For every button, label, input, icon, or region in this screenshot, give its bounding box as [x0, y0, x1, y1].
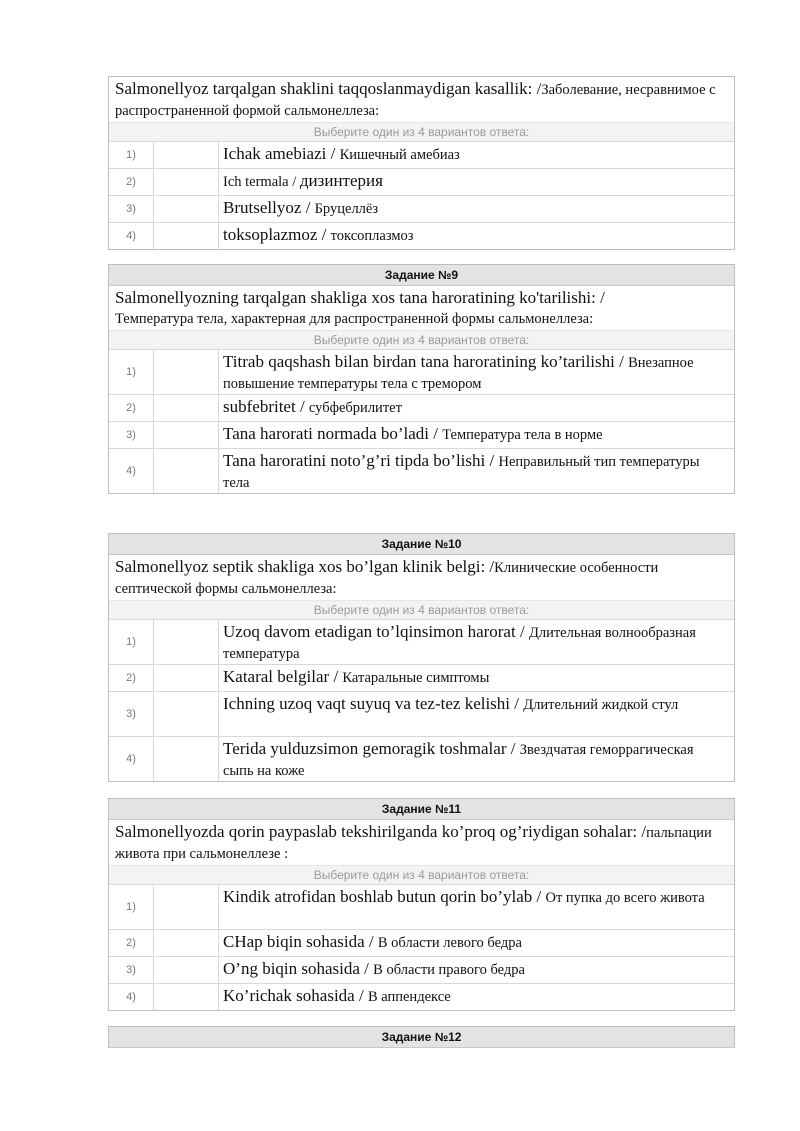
option-number: 2)	[126, 402, 136, 414]
option-text-uz: Ko’richak sohasida /	[223, 986, 368, 1005]
question-text	[109, 820, 734, 865]
option-text	[219, 223, 734, 249]
option-text	[219, 885, 734, 929]
answer-checkbox[interactable]	[153, 422, 219, 448]
answer-option[interactable]	[109, 983, 734, 1010]
task-title: Задание №11	[109, 799, 734, 820]
option-text-uz: Ichak amebiazi /	[223, 144, 340, 163]
answer-option[interactable]	[109, 664, 734, 691]
option-text-ru: В области левого бедра	[377, 935, 522, 951]
question-uz: Salmonellyozda qorin paypaslab tekshirilganda ko’proq og’riydigan sohalar: /	[115, 822, 647, 841]
answer-hint: Выберите один из 4 вариантов ответа:	[109, 330, 734, 349]
option-text	[219, 169, 734, 195]
option-text-uz: Ich termala /	[223, 174, 300, 190]
option-text-uz: Ichning uzoq vaqt suyuq va tez-tez kelishi /	[223, 694, 524, 713]
answer-option[interactable]	[109, 736, 734, 781]
answer-option[interactable]	[109, 195, 734, 222]
option-text-uz: Kindik atrofidan boshlab butun qorin bo’ylab /	[223, 887, 546, 906]
option-text-uz: toksoplazmoz /	[223, 225, 331, 244]
option-number: 2)	[126, 176, 136, 188]
option-text-ru: Бруцеллёз	[314, 201, 379, 217]
option-text-uz: Titrab qaqshash bilan birdan tana haroratining ko’tarilishi /	[223, 352, 629, 371]
option-text-ru: Кишечный амебиаз	[339, 147, 460, 163]
option-text-ru: От пупка до всего живота	[545, 890, 705, 906]
option-number: 3)	[126, 203, 136, 215]
question-ru: пальпации живота при сальмонеллезе :	[115, 825, 712, 862]
answer-option[interactable]	[109, 884, 734, 929]
question-uz: Salmonellyozning tarqalgan shakliga xos tana haroratining ko'tarilishi: /	[115, 288, 605, 307]
answer-hint: Выберите один из 4 вариантов ответа:	[109, 122, 734, 141]
answer-option[interactable]	[109, 222, 734, 249]
answer-checkbox[interactable]	[153, 350, 219, 394]
answer-checkbox[interactable]	[153, 984, 219, 1010]
task-11	[108, 798, 735, 1011]
question-ru: Температура тела, характерная для распространенной формы сальмонеллеза:	[115, 311, 594, 327]
question-ru: Клинические особенности септической формы сальмонеллеза:	[115, 560, 659, 597]
task-10	[108, 533, 735, 782]
option-number: 1)	[126, 149, 136, 161]
option-text-ru: дизинтерия	[299, 171, 383, 190]
option-number: 4)	[126, 230, 136, 242]
answer-checkbox[interactable]	[153, 449, 219, 493]
question-text	[109, 286, 734, 330]
option-text	[219, 957, 734, 983]
answer-checkbox[interactable]	[153, 665, 219, 691]
answer-option[interactable]	[109, 619, 734, 664]
answer-option[interactable]	[109, 421, 734, 448]
question-text	[109, 555, 734, 600]
option-text-uz: O’ng biqin sohasida /	[223, 959, 374, 978]
option-text-ru: субфебрилитет	[308, 400, 402, 416]
question-uz: Salmonellyoz tarqalgan shaklini taqqoslanmaydigan kasallik: /	[115, 79, 542, 98]
option-text-ru: Неправильный тип температуры тела	[223, 454, 700, 491]
option-text-uz: Terida yulduzsimon gemoragik toshmalar /	[223, 739, 520, 758]
task-8	[108, 76, 735, 250]
task-title: Задание №9	[109, 265, 734, 286]
option-text	[219, 692, 734, 736]
option-number: 3)	[126, 708, 136, 720]
option-text	[219, 620, 734, 664]
option-text-uz: Tana haroratini noto’g’ri tipda bo’lishi /	[223, 451, 499, 470]
option-text-ru: Внезапное повышение температуры тела с тремором	[223, 355, 694, 392]
option-number: 4)	[126, 753, 136, 765]
answer-checkbox[interactable]	[153, 223, 219, 249]
answer-option[interactable]	[109, 349, 734, 394]
option-number: 4)	[126, 991, 136, 1003]
option-text	[219, 930, 734, 956]
question-text	[109, 77, 734, 122]
question-ru: Заболевание, несравнимое с распространенной формой сальмонеллеза:	[115, 82, 716, 119]
option-text-uz: Kataral belgilar /	[223, 667, 343, 686]
answer-checkbox[interactable]	[153, 169, 219, 195]
option-text	[219, 422, 734, 448]
option-number: 2)	[126, 672, 136, 684]
option-text-ru: В области правого бедра	[373, 962, 525, 978]
option-text-uz: Tana harorati normada bo’ladi /	[223, 424, 443, 443]
option-number: 2)	[126, 937, 136, 949]
option-text	[219, 350, 734, 394]
task-9	[108, 264, 735, 494]
option-text-uz: subfebritet /	[223, 397, 309, 416]
option-text	[219, 196, 734, 222]
answer-hint: Выберите один из 4 вариантов ответа:	[109, 600, 734, 619]
option-text-ru: Длительная волнообразная температура	[223, 625, 696, 662]
option-number: 4)	[126, 465, 136, 477]
option-number: 3)	[126, 964, 136, 976]
option-number: 3)	[126, 429, 136, 441]
option-number: 1)	[126, 366, 136, 378]
answer-option[interactable]	[109, 691, 734, 736]
option-text-ru: токсоплазмоз	[330, 228, 414, 244]
option-text	[219, 449, 734, 493]
answer-checkbox[interactable]	[153, 885, 219, 929]
task-12	[108, 1026, 735, 1048]
option-text-uz: CHap biqin sohasida /	[223, 932, 378, 951]
option-text-ru: Длительний жидкой стул	[523, 697, 679, 713]
answer-checkbox[interactable]	[153, 196, 219, 222]
option-text	[219, 737, 734, 781]
answer-option[interactable]	[109, 141, 734, 168]
option-text-uz: Brutsellyoz /	[223, 198, 315, 217]
option-text-ru: Температура тела в норме	[442, 427, 603, 443]
answer-option[interactable]	[109, 929, 734, 956]
question-uz: Salmonellyoz septik shakliga xos bo’lgan klinik belgi: /	[115, 557, 495, 576]
task-title: Задание №10	[109, 534, 734, 555]
answer-checkbox[interactable]	[153, 737, 219, 781]
answer-option[interactable]	[109, 448, 734, 493]
task-title: Задание №12	[109, 1027, 734, 1048]
option-text-ru: Звездчатая геморрагическая сыпь на коже	[223, 742, 694, 779]
option-text	[219, 665, 734, 691]
option-text-ru: В аппендексе	[367, 989, 451, 1005]
option-number: 1)	[126, 636, 136, 648]
answer-checkbox[interactable]	[153, 930, 219, 956]
answer-checkbox[interactable]	[153, 957, 219, 983]
answer-option[interactable]	[109, 956, 734, 983]
option-text-ru: Катаральные симптомы	[342, 670, 490, 686]
answer-hint: Выберите один из 4 вариантов ответа:	[109, 865, 734, 884]
option-number: 1)	[126, 901, 136, 913]
answer-checkbox[interactable]	[153, 692, 219, 736]
answer-checkbox[interactable]	[153, 620, 219, 664]
answer-option[interactable]	[109, 394, 734, 421]
answer-option[interactable]	[109, 168, 734, 195]
answer-checkbox[interactable]	[153, 395, 219, 421]
option-text	[219, 142, 734, 168]
option-text	[219, 984, 734, 1010]
option-text	[219, 395, 734, 421]
answer-checkbox[interactable]	[153, 142, 219, 168]
option-text-uz: Uzoq davom etadigan to’lqinsimon harorat /	[223, 622, 529, 641]
